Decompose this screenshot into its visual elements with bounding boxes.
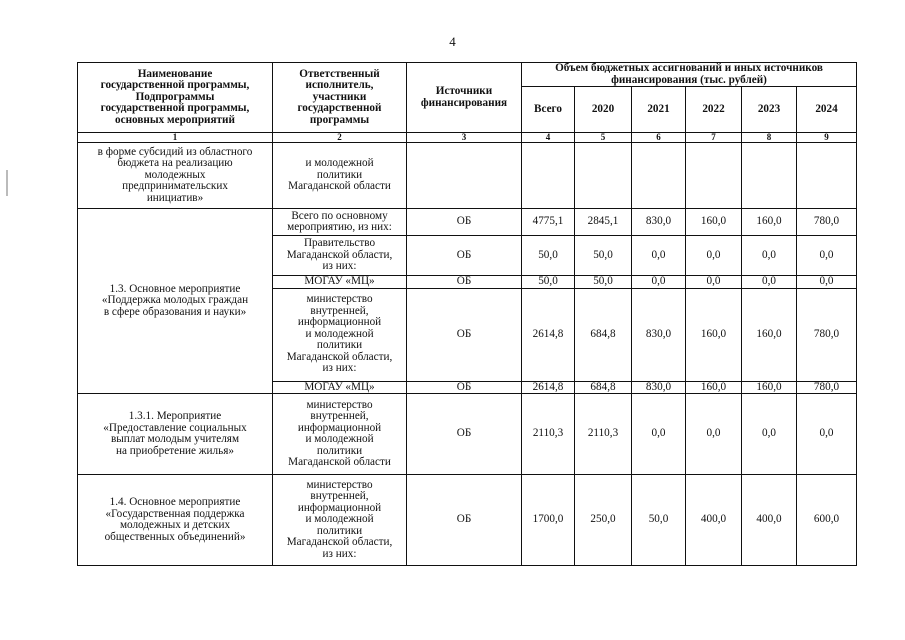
value-2021: 830,0 [632,209,686,236]
value-2023: 400,0 [742,475,797,566]
value-2021: 50,0 [632,475,686,566]
value-2022: 400,0 [686,475,742,566]
value-2020: 50,0 [575,236,632,276]
row-source: ОБ [407,209,522,236]
row-source: ОБ [407,475,522,566]
header-2021: 2021 [632,87,686,133]
row-executor: Всего по основному мероприятию, из них: [273,209,407,236]
value-2023: 0,0 [742,394,797,475]
value-2024: 780,0 [797,209,857,236]
value-2023: 160,0 [742,209,797,236]
continuation-name: в форме субсидий из областного бюджета на реализацию молодежных предпринимательских инициатив» [78,143,273,209]
item-1-3-1-name: 1.3.1. Мероприятие «Предоставление социальных выплат молодым учителям на приобретение жилья» [78,394,273,475]
col-number: 2 [273,133,407,143]
header-2022: 2022 [686,87,742,133]
table-row [78,394,857,475]
item-1-4-name: 1.4. Основное мероприятие «Государственная поддержка молодежных и детских общественных объединений» [78,475,273,566]
col-number: 6 [632,133,686,143]
value-2021: 0,0 [632,276,686,289]
value-2022: 160,0 [686,288,742,381]
value-2024: 0,0 [797,394,857,475]
value-2022: 0,0 [686,394,742,475]
col-number: 9 [797,133,857,143]
row-source: ОБ [407,276,522,289]
header-name: Наименование государственной программы, Подпрограммы государственной программы, основных мероприятий [78,63,273,133]
value-2021: 830,0 [632,381,686,394]
value-2024: 0,0 [797,276,857,289]
continuation-executor: и молодежной политики Магаданской области [273,143,407,209]
value-2021: 0,0 [632,394,686,475]
header-2020: 2020 [575,87,632,133]
col-number: 5 [575,133,632,143]
value-2020: 2845,1 [575,209,632,236]
value-2020: 250,0 [575,475,632,566]
value-2023: 160,0 [742,288,797,381]
header-2024: 2024 [797,87,857,133]
row-source: ОБ [407,288,522,381]
col-number: 4 [522,133,575,143]
value-2024: 600,0 [797,475,857,566]
value-2022: 160,0 [686,209,742,236]
value-2022: 160,0 [686,381,742,394]
col-number: 8 [742,133,797,143]
budget-table [77,62,857,566]
value-total: 2614,8 [522,288,575,381]
header-total: Всего [522,87,575,133]
col-number: 7 [686,133,742,143]
value-2021: 830,0 [632,288,686,381]
row-executor: министерство внутренней, информационной и молодежной политики Магаданской области, из них: [273,288,407,381]
value-2020: 50,0 [575,276,632,289]
header-2023: 2023 [742,87,797,133]
table-row [78,475,857,566]
value-2023: 0,0 [742,236,797,276]
value-2024: 780,0 [797,381,857,394]
value-2022: 0,0 [686,236,742,276]
value-2020: 2110,3 [575,394,632,475]
row-source: ОБ [407,394,522,475]
value-2024: 0,0 [797,236,857,276]
header-executor: Ответственный исполнитель, участники государственной программы [273,63,407,133]
value-total: 50,0 [522,236,575,276]
value-2023: 0,0 [742,276,797,289]
page-number: 4 [449,34,456,49]
header-budget: Объем бюджетных ассигнований и иных источников финансирования (тыс. рублей) [522,63,857,87]
value-2023: 160,0 [742,381,797,394]
row-source: ОБ [407,381,522,394]
header-sources: Источники финансирования [407,63,522,133]
value-total: 2614,8 [522,381,575,394]
item-1-3-name: 1.3. Основное мероприятие «Поддержка молодых граждан в сфере образования и науки» [78,209,273,394]
value-total: 1700,0 [522,475,575,566]
value-2020: 684,8 [575,288,632,381]
value-total: 2110,3 [522,394,575,475]
row-executor: министерство внутренней, информационной и молодежной политики Магаданской области, из них: [273,475,407,566]
row-executor: МОГАУ «МЦ» [273,276,407,289]
row-source: ОБ [407,236,522,276]
value-2022: 0,0 [686,276,742,289]
value-total: 50,0 [522,276,575,289]
row-executor: министерство внутренней, информационной и молодежной политики Магаданской области [273,394,407,475]
row-executor: Правительство Магаданской области, из них: [273,236,407,276]
value-total: 4775,1 [522,209,575,236]
col-number: 1 [78,133,273,143]
value-2024: 780,0 [797,288,857,381]
value-2021: 0,0 [632,236,686,276]
row-executor: МОГАУ «МЦ» [273,381,407,394]
value-2020: 684,8 [575,381,632,394]
table-row [78,209,857,236]
col-number: 3 [407,133,522,143]
margin-mark [6,170,8,196]
